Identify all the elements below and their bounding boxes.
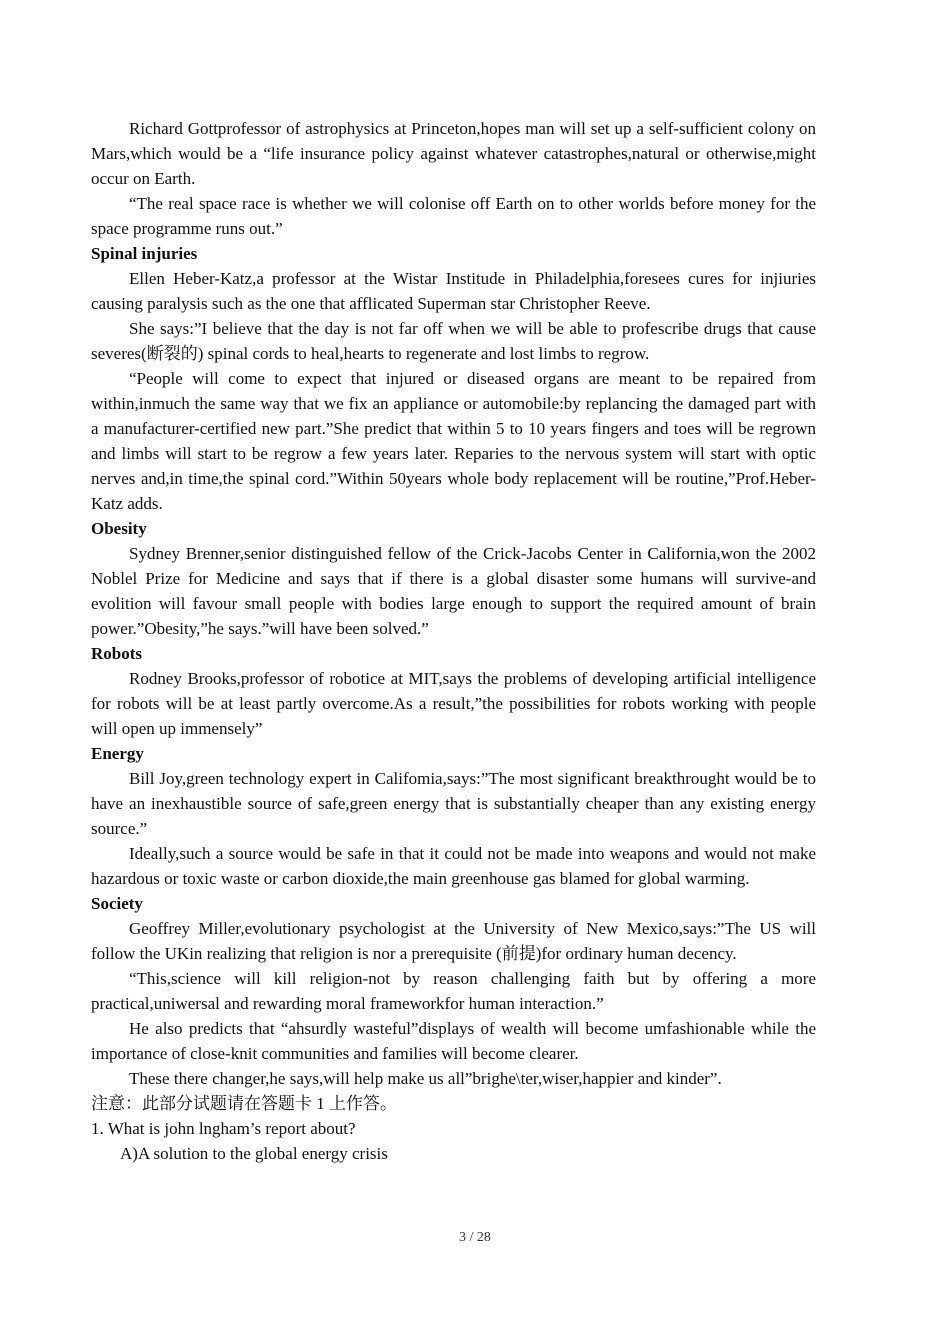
paragraph-brooks: Rodney Brooks,professor of robotice at MIT,says the problems of developing artificial intelligence for robots will be at least partly overcome.As a result,”the possibilities for robots working with people will open up immensely” [91, 669, 816, 738]
answer-sheet-note: 注意：此部分试题请在答题卡 1 上作答。 [91, 1094, 397, 1113]
paragraph-safe-source: Ideally,such a source would be safe in that it could not be made into weapons and would not make hazardous or toxic waste or carbon dioxide,the main greenhouse gas blamed for global warming. [91, 844, 816, 888]
paragraph-heber-katz-quote: She says:”I believe that the day is not far off when we will be able to profescribe drugs that cause severes(断裂的) spinal cords to heal,hearts to regenerate and lost limbs to regrow. [91, 319, 816, 363]
question-1-option-a: A)A solution to the global energy crisis [120, 1144, 388, 1163]
section-heading-spinal-injuries: Spinal injuries [91, 244, 198, 263]
paragraph-heber-katz: Ellen Heber-Katz,a professor at the Wistar Institude in Philadelphia,foresees cures for injiuries causing paralysis such as the one that afflicated Superman star Christopher Reeve. [91, 269, 816, 313]
paragraph-organ-repair: “People will come to expect that injured or diseased organs are meant to be repaired from within,inmuch the same way that we fix an appliance or automobile:by replancing the damaged part with a manufacturer-certified new part.”She predict that within 5 to 10 years fingers and toes will be regrown and limbs will start to be regrow a few years later. Reparies to the nervous system will start with optic nerves and,in time,the spinal cord.”Within 50years whole body replacement will be routine,”Prof.Heber-Katz adds. [91, 369, 816, 513]
question-1: 1. What is john lngham’s report about? [91, 1119, 356, 1138]
section-heading-robots: Robots [91, 644, 143, 663]
paragraph-miller: Geoffrey Miller,evolutionary psychologist at the University of New Mexico,says:”The US will follow the UKin realizing that religion is nor a prerequisite (前提)for ordinary human decency. [91, 919, 816, 963]
paragraph-joy: Bill Joy,green technology expert in Califomia,says:”The most significant breakthrought would be to have an inexhaustible source of safe,green energy that is substantially cheaper than any existing energy source.” [91, 769, 816, 838]
section-heading-energy: Energy [91, 744, 144, 763]
paragraph-brenner: Sydney Brenner,senior distinguished fellow of the Crick-Jacobs Center in California,won the 2002 Noblel Prize for Medicine and says that if there is a global disaster some humans will survive-and evolition will favour small people with bodies large enough to support the required amount of brain power.”Obesity,”he says.”will have been solved.” [91, 544, 816, 638]
document-body [91, 116, 816, 1166]
section-heading-society: Society [91, 894, 143, 913]
paragraph-wealth: He also predicts that “ahsurdly wasteful”displays of wealth will become umfashionable while the importance of close-knit communities and families will become clearer. [91, 1019, 816, 1063]
page-number: 3 / 28 [459, 1230, 491, 1245]
paragraph-gott: Richard Gottprofessor of astrophysics at Princeton,hopes man will set up a self-sufficient colony on Mars,which would be a “life insurance policy against whatever catastrophes,natural or otherwise,might occur on Earth. [91, 119, 816, 188]
paragraph-changes: These there changer,he says,will help make us all”brighe\ter,wiser,happier and kinder”. [129, 1069, 722, 1088]
paragraph-space-race: “The real space race is whether we will colonise off Earth on to other worlds before money for the space programme runs out.” [91, 194, 816, 238]
paragraph-science-religion: “This,science will kill religion-not by reason challenging faith but by offering a more practical,uniwersal and rewarding moral frameworkfor human interaction.” [91, 969, 816, 1013]
section-heading-obesity: Obesity [91, 519, 147, 538]
